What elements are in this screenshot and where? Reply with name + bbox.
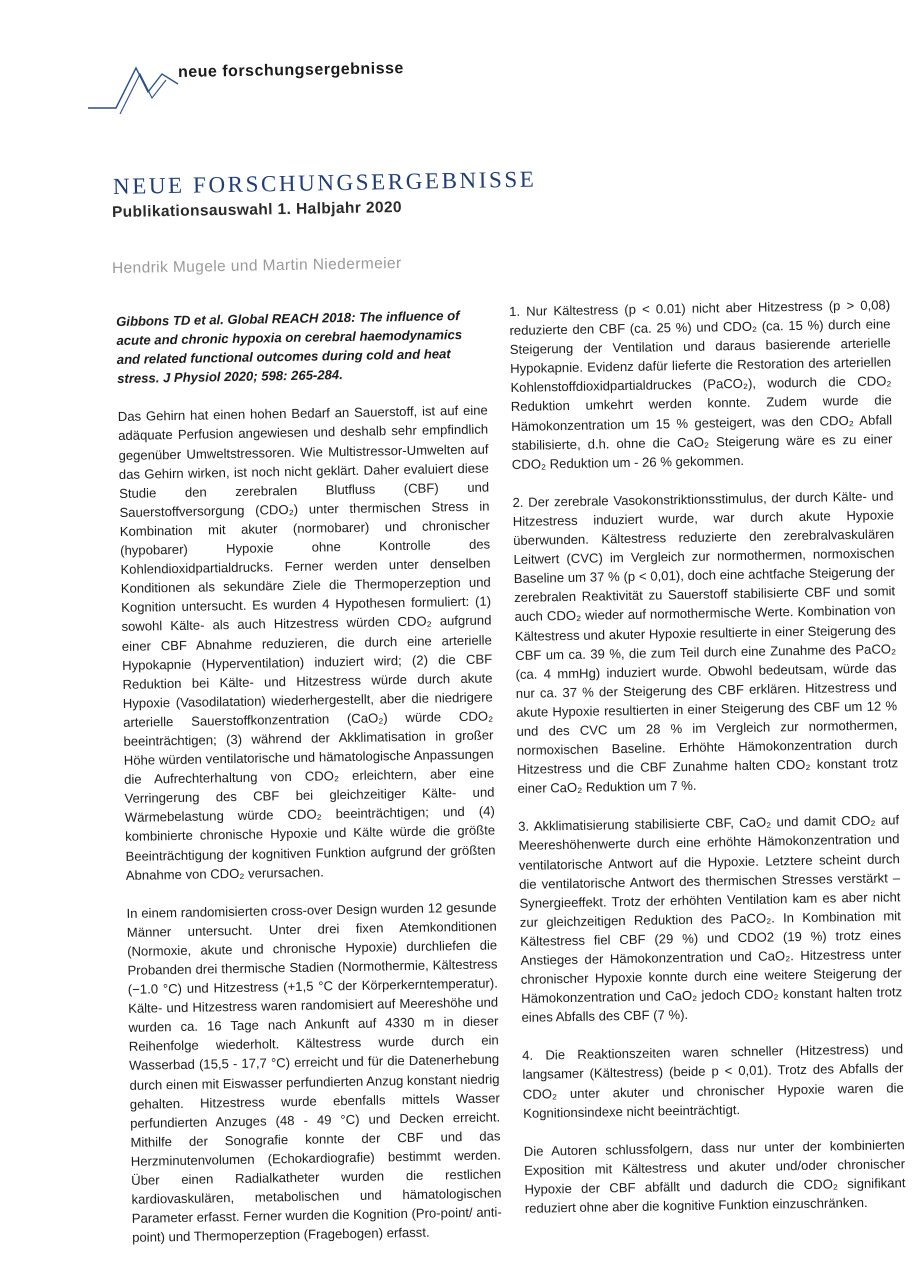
page-subtitle: Publikationsauswahl 1. Halbjahr 2020 <box>111 198 403 221</box>
page-title: NEUE FORSCHUNGSERGEBNISSE <box>112 166 537 199</box>
article-reference: Gibbons TD et al. Global REACH 2018: The influence of acute and chronic hypoxia on cerebral haemodynamics and related functional outcomes during cold and heat stress. J Physiol 2020; 598: 265-284. <box>116 308 463 387</box>
conclusion-paragraph: Die Autoren schlussfolgern, dass nur unter der kombinierten Exposition mit Kältestress und akuter und/oder chronischer Hypoxie der CBF abfällt und dadurch die CDO₂ signifikant reduziert ohne aber die kognitive Funktion einzuschränken. <box>523 1136 906 1216</box>
intro-paragraph: Das Gehirn hat einen hohen Bedarf an Sauerstoff, ist auf eine adäquate Perfusion angewiesen und deshalb sehr empfindlich gegenüber Umweltstressoren. Wie Multistressor-Umwelten auf das Gehirn wirken, ist noch nicht geklärt. Daher evaluiert diese Studie den zerebralen Blutfluss (CBF) und Sauerstoffversorgung (CDO₂) unter thermischen Stress in Kombination mit akuter (normobarer) und chronischer (hypobarer) Hypoxie ohne Kontrolle des Kohlendioxidpartialdrucks. Ferner werden unter denselben Konditionen als sekundäre Ziele die Thermoperzeption und Kognition untersucht. Es wurden 4 Hypothesen formuliert: (1) sowohl Kälte- als auch Hitzestress würden CDO₂ aufgrund einer CBF Abnahme reduzieren, die durch eine arterielle Hypokapnie (Hyperventilation) induziert wird; (2) die CBF Reduktion bei Kälte- und Hitzestress würde durch akute Hypoxie (Vasodilatation) wiederhergestellt, aber die niedrigere arterielle Sauerstoffkonzentration (CaO₂) würde CDO₂ beeinträchtigen; (3) während der Akklimatisation in großer Höhe würden ventilatorische und hämatologische Anpassungen die Aufrechterhaltung von CDO₂ erleichtern, aber eine Verringerung des CBF bei gleichzeitiger Kälte- und Wärmebelastung würde CDO₂ beeinträchtigen; und (4) kombinierte chronische Hypoxie und Kälte würde die größte Beeinträchtigung der kognitiven Funktion aufgrund der größten Abnahme von CDO₂ verursachen. <box>117 402 496 883</box>
result-paragraph-4: 4. Die Reaktionszeiten waren schneller (Hitzestress) und langsamer (Kältestress) (beide p < 0,01). Trotz des Abfalls der CDO₂ unter akuter und chronischer Hypoxie waren die Kognitionsindexe nicht beeinträchtigt. <box>522 1041 904 1121</box>
left-column <box>116 306 503 1267</box>
authors-line: Hendrik Mugele und Martin Niedermeier <box>111 254 402 277</box>
mountain-logo-icon <box>86 58 186 118</box>
result-paragraph-2: 2. Der zerebrale Vasokonstriktionsstimulus, der durch Kälte- und Hitzestress induziert wurde, war durch akute Hypoxie überwunden. Kältestress reduzierte den zerebralvaskulären Leitwert (CVC) im Vergleich zur normothermen, normoxischen Baseline um 37 % (p < 0,01), doch eine achtfache Steigerung der zerebralen Reaktivität zu Sauerstoff stabilisierte CBF und somit auch CDO₂ wieder auf normothermische Werte. Kombination von Kältestress und akuter Hypoxie resultierte in einer Steigerung des CBF um ca. 39 %, die zum Teil durch eine Zunahme des PaCO₂ (ca. 4 mmHg) induziert wurde. Obwohl bedeutsam, würde das nur ca. 37 % der Steigerung des CBF erklären. Hitzestress und akute Hypoxie resultierten in einer Steigerung des CBF um 12 % und des CVC um 28 % im Vergleich zur normothermen, normoxischen Baseline. Erhöhte Hämokonzentration durch Hitzestress und die CBF Zunahme halten CDO₂ konstant trotz einer CaO₂ Reduktion um 7 %. <box>512 488 899 797</box>
result-paragraph-1: 1. Nur Kältestress (p < 0.01) nicht aber Hitzestress (p > 0,08) reduzierte den CBF (ca. 25 %) und CDO₂ (ca. 15 %) durch eine Steigerung der Ventilation und daraus basierende arterielle Hypokapnie. Evidenz dafür lieferte die Restoration des arteriellen Kohlenstoffdioxidpartialdruckes (PaCO₂), wodurch die CDO₂ Reduktion umkehrt werden konnte. Zudem wurde die Hämokonzentration um 15 % gesteigert, was den CDO₂ Abfall stabilisierte, d.h. ohne die CaO₂ Steigerung wäre es zu einer CDO₂ Reduktion um - 26 % gekommen. <box>509 297 893 472</box>
section-label: neue forschungsergebnisse <box>177 60 404 81</box>
right-column <box>509 295 906 1237</box>
result-paragraph-3: 3. Akklimatisierung stabilisierte CBF, CaO₂ und damit CDO₂ auf Meereshöhenwerte durch eine erhöhte Hämokonzentration und ventilatorische Antwort auf die Hypoxie. Letztere scheint durch die ventilatorische Antwort des thermischen Stresses verstärkt – Synergieeffekt. Trotz der erhöhten Ventilation kam es aber nicht zur gleichzeitigen Reduktion des PaCO₂. In Kombination mit Kältestress fiel CBF (29 %) und CDO2 (19 %) trotz eines Anstieges der Hämokonzentration und CaO₂. Hitzestress unter chronischer Hypoxie konnte durch eine weitere Steigerung der Hämokonzentration und CaO₂ jedoch CDO₂ konstant halten trotz eines Abfalls des CBF (7 %). <box>518 812 903 1026</box>
methods-paragraph: In einem randomisierten cross-over Design wurden 12 gesunde Männer untersucht. Unter drei fixen Atemkonditionen (Normoxie, akute und chronische Hypoxie) durchliefen die Probanden drei thermische Stadien (Normothermie, Kältestress (−1.0 °C) und Hitzestress (+1,5 °C der Körperkerntemperatur). Kälte- und Hitzestress waren randomisiert auf Meereshöhe und wurden ca. 16 Tage nach Ankunft auf 4330 m in dieser Reihenfolge wiederholt. Kältestress wurde durch ein Wasserbad (15,5 - 17,7 °C) erreicht und für die Datenerhebung durch einen mit Eiswasser perfundierten Anzug konstant niedrig gehalten. Hitzestress wurde ebenfalls mittels Wasser perfundierten Anzuges (48 - 49 °C) und Decken erreicht. Mithilfe der Sonografie konnte der CBF und das Herzminutenvolumen (Echokardiografie) bestimmt werden. Über einen Radialkatheter wurden die restlichen kardiovaskulären, metabolischen und hämatologischen Parameter erfasst. Ferner wurden die Kognition (Pro-point/ anti-point) und Thermoperzeption (Fragebogen) erfasst. <box>126 899 502 1246</box>
section-header <box>86 58 486 118</box>
